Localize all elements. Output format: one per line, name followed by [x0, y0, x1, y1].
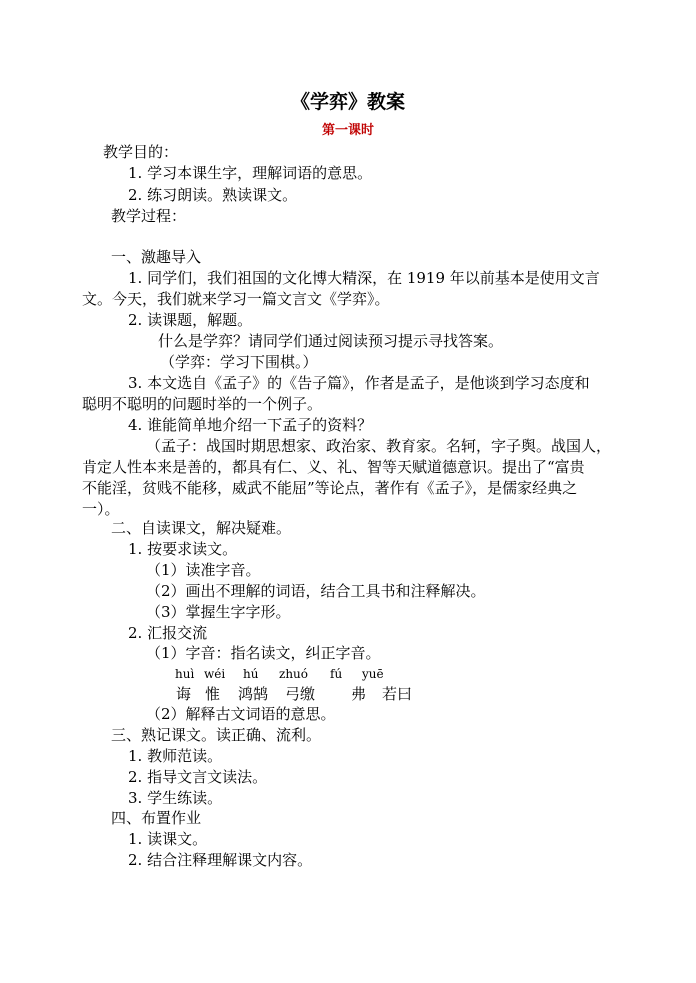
vocab-char: 弓缴 [285, 685, 316, 703]
list-item: 1. 按要求读文。 [128, 540, 238, 558]
vocab-char: 诲 [176, 685, 192, 703]
pinyin-label: yuē [362, 667, 384, 681]
paragraph-line: 不能淫，贫贱不能移，威武不能屈”等论点，著作有《孟子》，是儒家经典之 [82, 479, 578, 497]
pinyin-label: zhuó [279, 667, 309, 681]
section-heading: 教学过程： [111, 207, 187, 225]
list-item: （1）字音：指名读文，纠正字音。 [146, 644, 381, 662]
paragraph-line: （学弈：学习下围棋。） [160, 353, 318, 371]
section-heading: 二、自读课文，解决疑难。 [111, 519, 292, 537]
list-item: 1. 教师范读。 [128, 747, 223, 765]
pinyin-label: wéi [204, 667, 226, 681]
doc-title: 《学弈》教案 [290, 91, 405, 113]
list-item: （2）解释古文词语的意思。 [146, 705, 336, 723]
section-heading: 一、激趣导入 [111, 248, 202, 266]
list-item: 2. 练习朗读。熟读课文。 [128, 186, 298, 204]
list-item: 1. 学习本课生字，理解词语的意思。 [128, 164, 373, 182]
paragraph-line: 1. 同学们，我们祖国的文化博大精深，在 1919 年以前基本是使用文言 [128, 269, 600, 287]
list-item: 2. 结合注释理解课文内容。 [128, 851, 313, 869]
list-item: （2）画出不理解的词语，结合工具书和注释解决。 [146, 582, 486, 600]
vocab-char: 若曰 [382, 685, 413, 703]
pinyin-label: huì [175, 667, 195, 681]
list-item: 4. 谁能简单地介绍一下孟子的资料？ [128, 416, 373, 434]
paragraph-line: 一）。 [82, 500, 120, 518]
doc-subtitle: 第一课时 [321, 123, 374, 138]
paragraph-line: 3. 本文选自《孟子》的《告子篇》，作者是孟子，是他谈到学习态度和 [128, 374, 590, 392]
paragraph-line: 聪明不聪明的问题时举的一个例子。 [82, 395, 323, 413]
vocab-char: 惟 [205, 685, 221, 703]
paragraph-line: 什么是学弈？请同学们通过阅读预习提示寻找答案。 [158, 332, 504, 350]
section-heading: 四、布置作业 [111, 809, 202, 827]
paragraph-line: 文。今天，我们就来学习一篇文言文《学弈》。 [82, 290, 390, 308]
list-item: 3. 学生练读。 [128, 789, 223, 807]
paragraph-line: 肯定人性本来是善的，都具有仁、义、礼、智等天赋道德意识。提出了“富贵 [82, 458, 585, 476]
list-item: 1. 读课文。 [128, 830, 208, 848]
section-heading: 教学目的： [103, 143, 179, 161]
list-item: （1）读准字音。 [146, 561, 261, 579]
vocab-char: 弗 [351, 685, 367, 703]
pinyin-label: hú [243, 667, 259, 681]
pinyin-label: fú [330, 667, 343, 681]
list-item: （3）掌握生字字形。 [146, 603, 291, 621]
vocab-char: 鸿鹄 [238, 685, 269, 703]
section-heading: 三、熟记课文。读正确、流利。 [111, 726, 322, 744]
list-item: 2. 指导文言文读法。 [128, 768, 268, 786]
list-item: 2. 读课题，解题。 [128, 311, 253, 329]
list-item: 2. 汇报交流 [128, 624, 208, 642]
paragraph-line: （孟子：战国时期思想家、政治家、教育家。名轲，字子舆。战国人， [146, 437, 612, 455]
